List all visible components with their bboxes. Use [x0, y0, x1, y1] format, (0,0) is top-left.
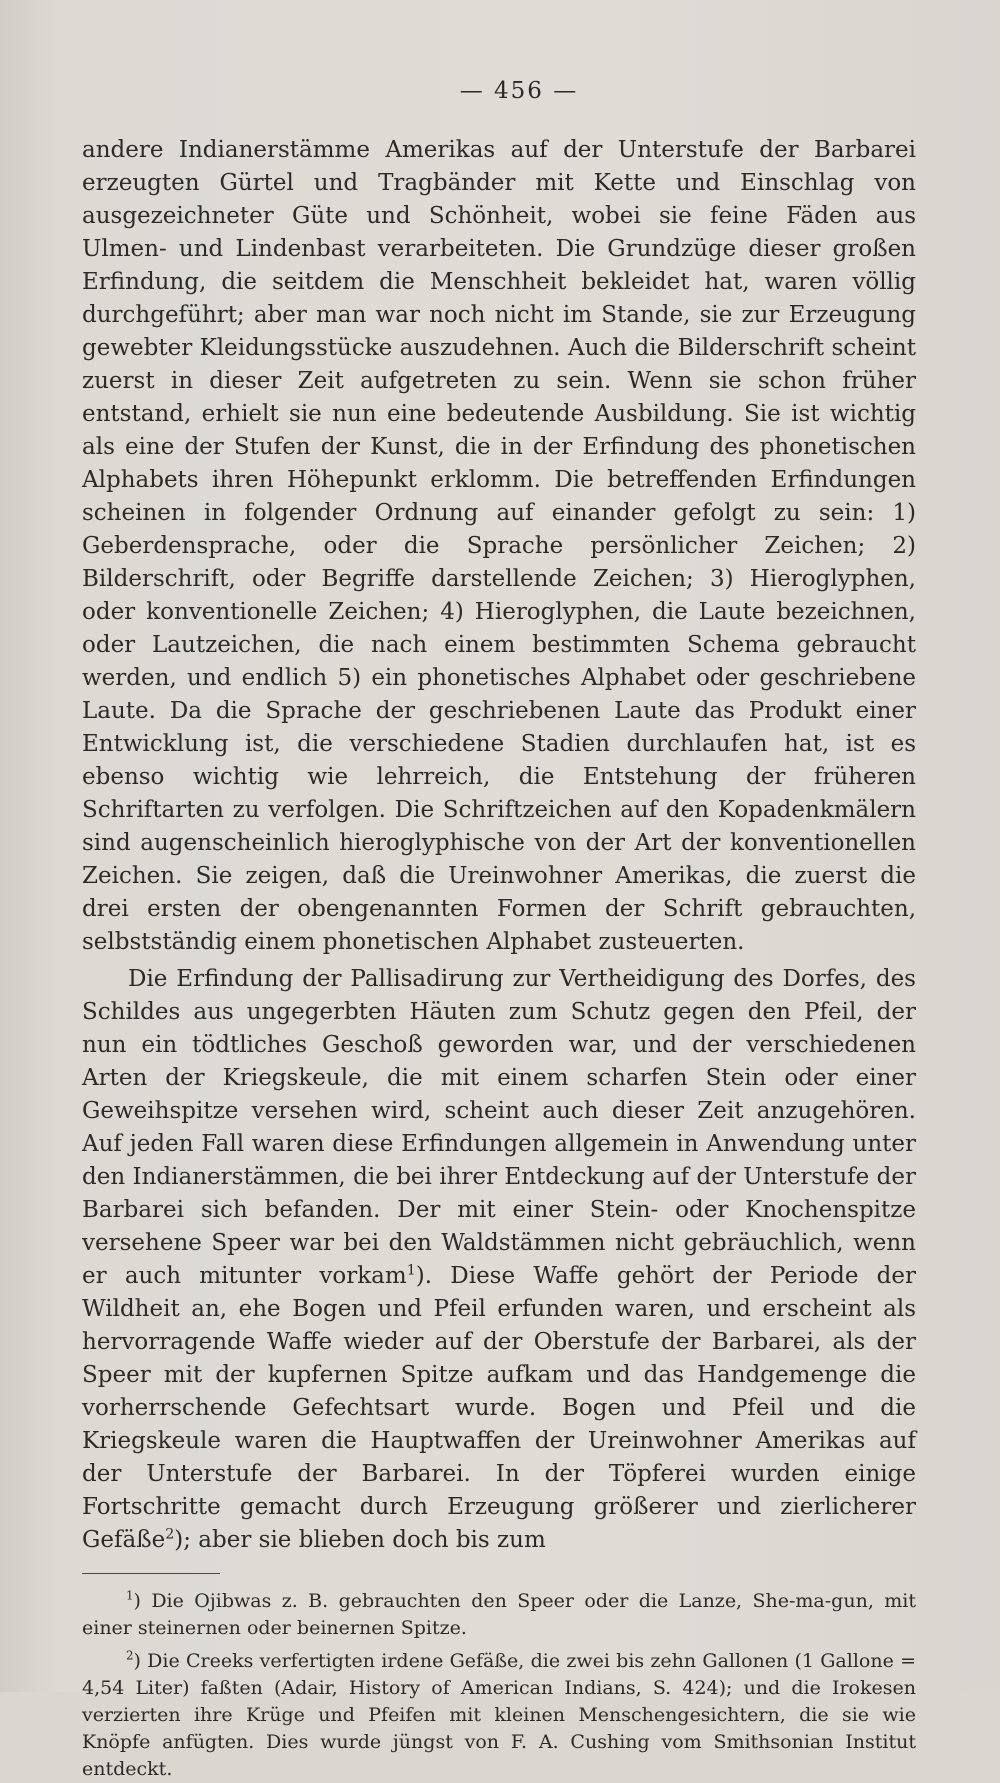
- footnote-ref-2[interactable]: 2: [165, 1526, 175, 1543]
- paragraph-2-part-1: Die Erfindung der Pallisadirung zur Vertheidigung des Dorfes, des Schildes aus ungegerbten Häuten zum Schutz gegen den Pfeil, der nun ein tödtliches Geschoß geworden war, und der verschiedenen Arten der Kriegskeule, die mit einem scharfen Stein oder einer Geweihspitze versehen wird, scheint auch dieser Zeit anzugehören. Auf jeden Fall waren diese Erfindungen allgemein in Anwendung unter den Indianerstämmen, die bei ihrer Entdeckung auf der Unterstufe der Barbarei sich befanden. Der mit einer Stein- oder Knochenspitze versehene Speer war bei den Waldstämmen nicht gebräuchlich, wenn er auch mitunter vorkam: [82, 966, 916, 1289]
- footnote-2: [82, 1648, 916, 1783]
- footnote-2-text: ) Die Creeks verfertigten irdene Gefäße, die zwei bis zehn Gallonen (1 Gallone = 4,54 Liter) faßten (Adair, History of American Indians, S. 424); und die Irokesen verzierten ihre Krüge und Pfeifen mit kleinen Menschengesichtern, die sie wie Knöpfe anfügten. Dies wurde jüngst von F. A. Cushing vom Smithsonian Institut entdeckt.: [82, 1650, 916, 1780]
- paragraph-1: andere Indianerstämme Amerikas auf der Unterstufe der Barbarei erzeugten Gürtel und Tragbänder mit Kette und Einschlag von ausgezeichneter Güte und Schönheit, wobei sie feine Fäden aus Ulmen- und Lindenbast verarbeiteten. Die Grundzüge dieser großen Erfindung, die seitdem die Menschheit bekleidet hat, waren völlig durchgeführt; aber man war noch nicht im Stande, sie zur Erzeugung gewebter Kleidungsstücke auszudehnen. Auch die Bilderschrift scheint zuerst in dieser Zeit aufgetreten zu sein. Wenn sie schon früher entstand, erhielt sie nun eine bedeutende Ausbildung. Sie ist wichtig als eine der Stufen der Kunst, die in der Erfindung des phonetischen Alphabets ihren Höhepunkt erklomm. Die betreffenden Erfindungen scheinen in folgender Ordnung auf einander gefolgt zu sein: 1) Geberdensprache, oder die Sprache persönlicher Zeichen; 2) Bilderschrift, oder Begriffe darstellende Zeichen; 3) Hieroglyphen, oder konventionelle Zeichen; 4) Hieroglyphen, die Laute bezeichnen, oder Lautzeichen, die nach einem bestimmten Schema gebraucht werden, und endlich 5) ein phonetisches Alphabet oder geschriebene Laute. Da die Sprache der geschriebenen Laute das Produkt einer Entwicklung ist, die verschiedene Stadien durchlaufen hat, ist es ebenso wichtig wie lehrreich, die Entstehung der früheren Schriftarten zu verfolgen. Die Schriftzeichen auf den Kopadenkmälern sind augenscheinlich hieroglyphische von der Art der konventionellen Zeichen. Sie zeigen, daß die Ureinwohner Amerikas, die zuerst die drei ersten der obengenannten Formen der Schrift gebrauchten, selbstständig einem phonetischen Alphabet zusteuerten.: [82, 137, 916, 955]
- footnote-1-text: ) Die Ojibwas z. B. gebrauchten den Speer oder die Lanze, She-ma-gun, mit einer steinernen oder beinernen Spitze.: [82, 1590, 916, 1639]
- footnote-1-mark: 1: [126, 1588, 134, 1603]
- footnote-divider: [82, 1573, 220, 1574]
- paragraph-2-part-3: ); aber sie blieben doch bis zum: [174, 1527, 546, 1553]
- page-number: — 456 —: [459, 78, 579, 104]
- footnote-2-mark: 2: [126, 1648, 134, 1663]
- paragraph-2-part-2: ). Diese Waffe gehört der Periode der Wildheit an, ehe Bogen und Pfeil erfunden waren, und erscheint als hervorragende Waffe wieder auf der Oberstufe der Barbarei, als der Speer mit der kupfernen Spitze aufkam und das Handgemenge die vorherrschende Gefechtsart wurde. Bogen und Pfeil und die Kriegskeule waren die Hauptwaffen der Ureinwohner Amerikas auf der Unterstufe der Barbarei. In der Töpferei wurden einige Fortschritte gemacht durch Erzeugung größerer und zierlicherer Gefäße: [82, 1263, 916, 1553]
- main-text: [82, 134, 916, 1557]
- footnote-1: [82, 1588, 916, 1642]
- footnote-ref-1[interactable]: 1: [406, 1262, 416, 1279]
- paragraph-2: [82, 963, 916, 1557]
- footnotes: [82, 1588, 916, 1783]
